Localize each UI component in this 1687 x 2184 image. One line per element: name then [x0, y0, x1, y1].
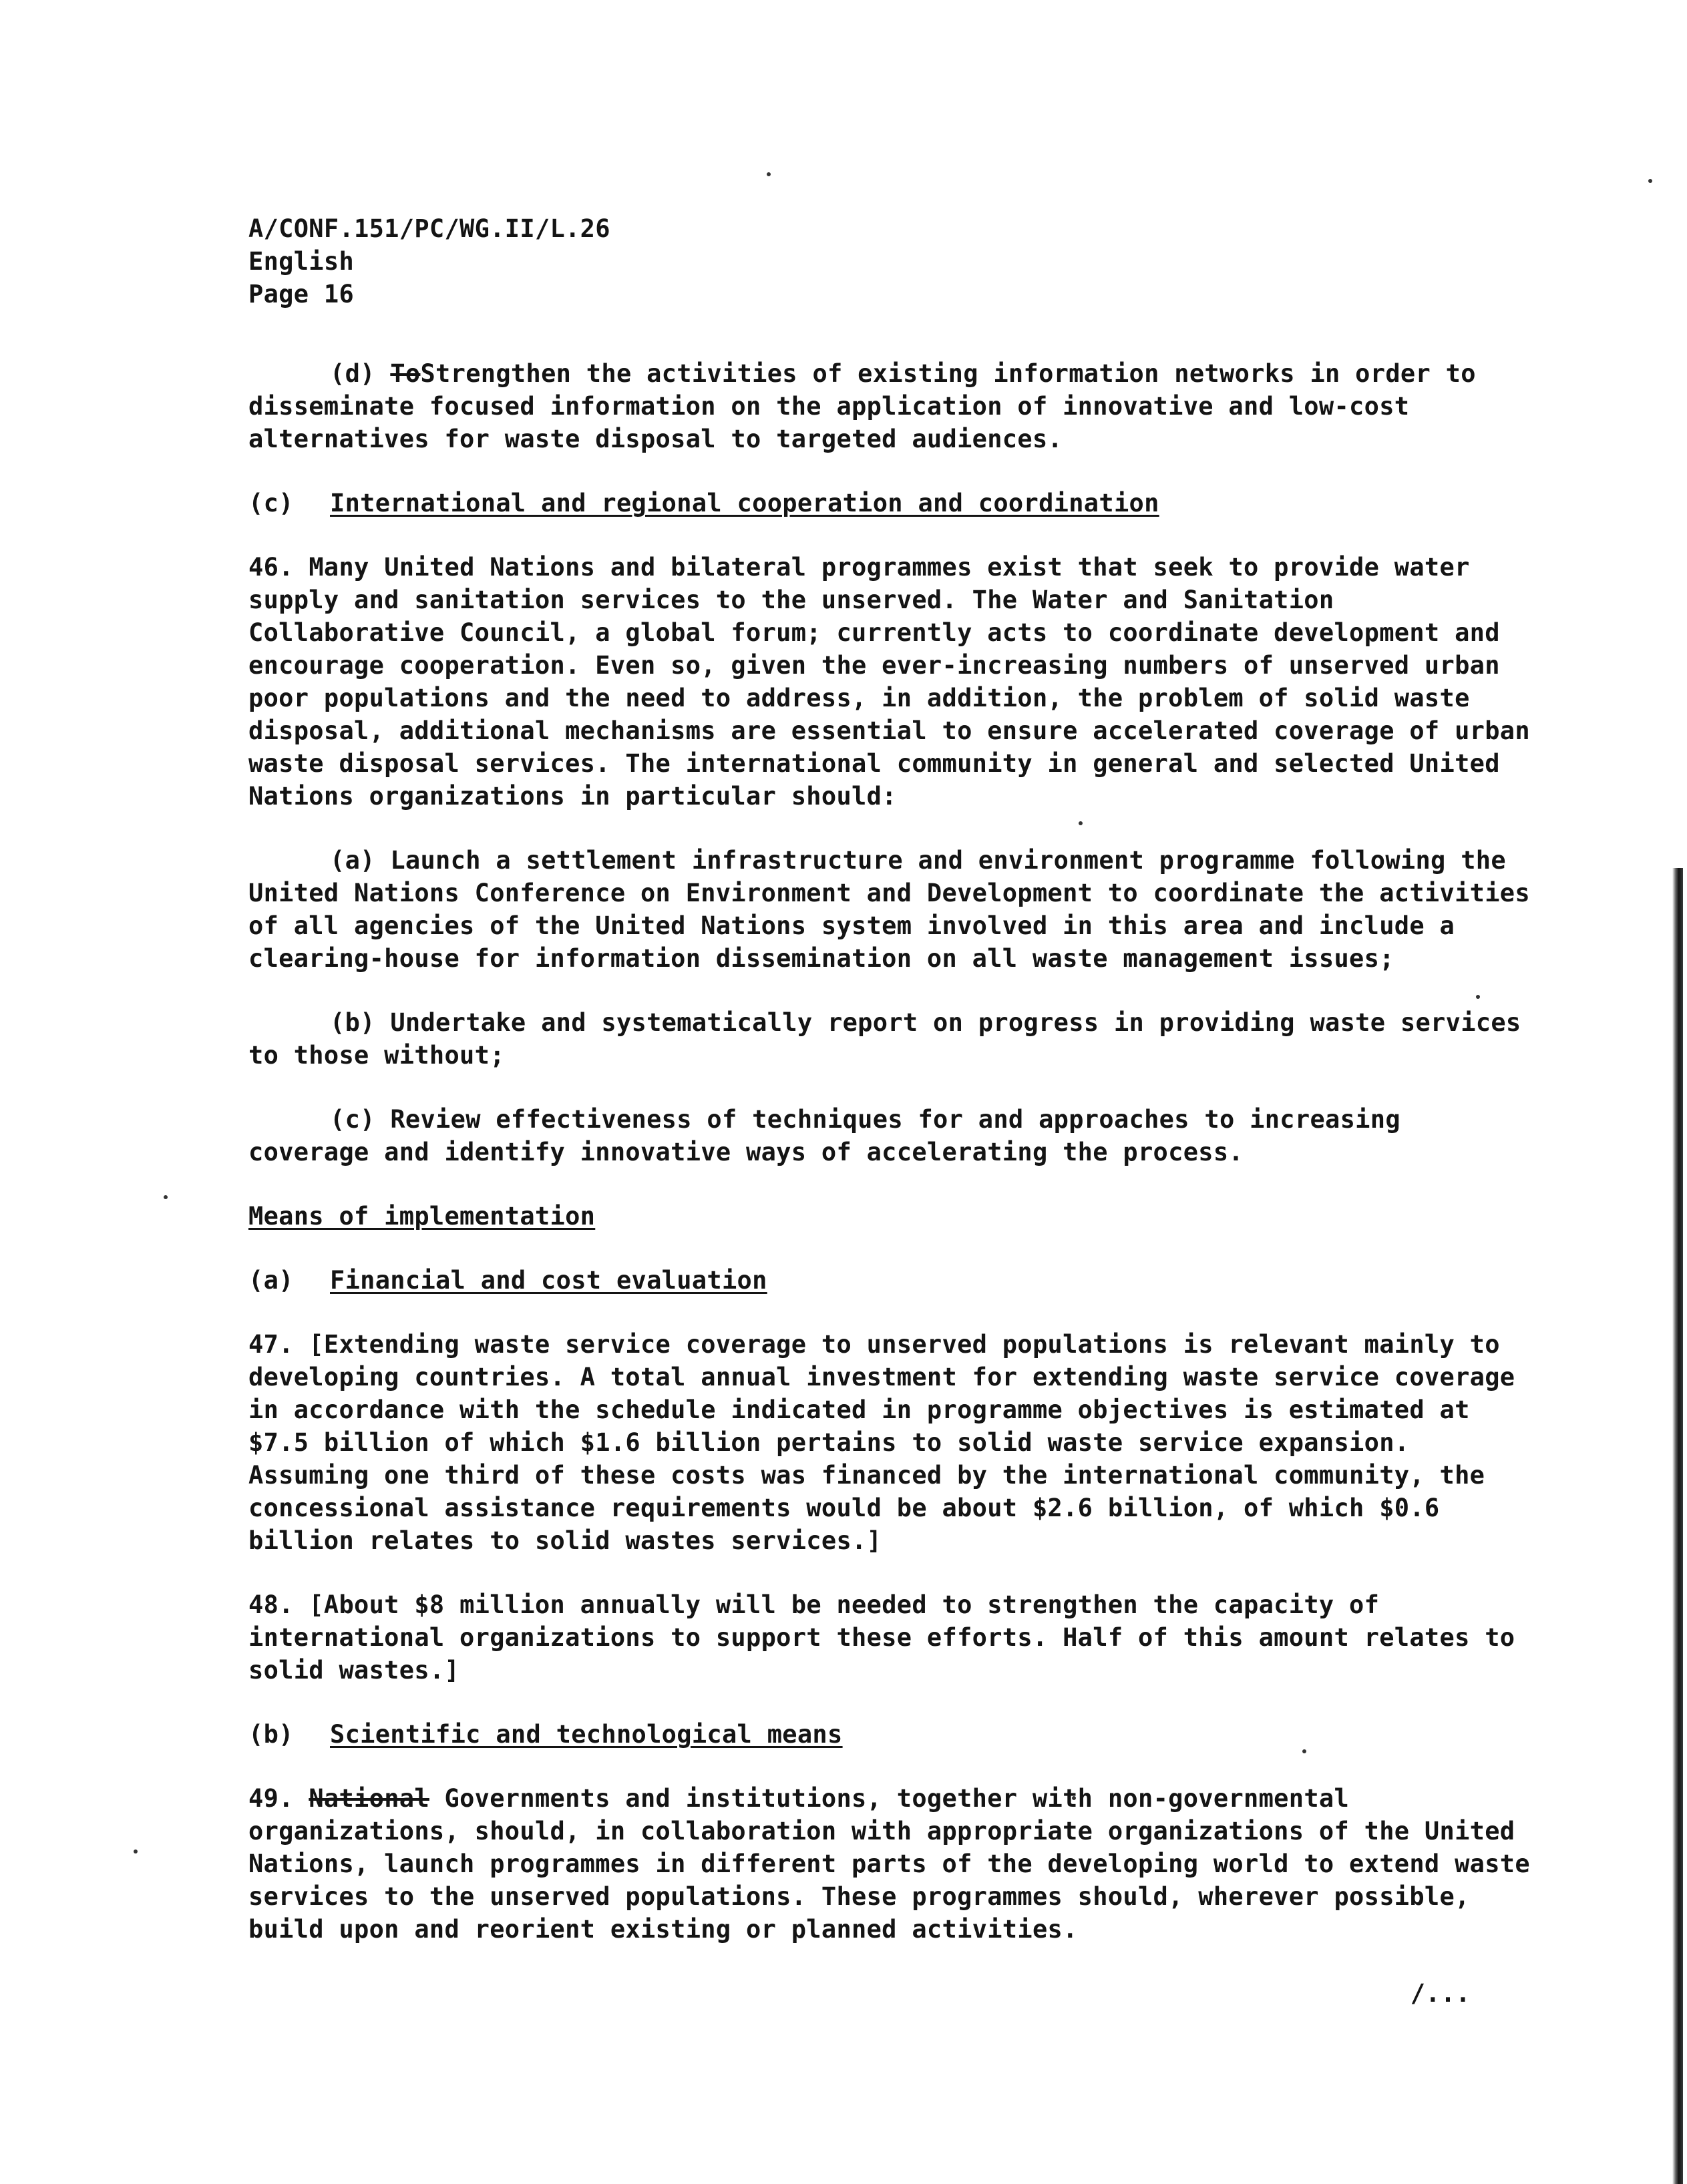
- list-item: [248, 844, 1531, 975]
- section-heading-b: [248, 1718, 1531, 1751]
- item-label: (b): [330, 1008, 375, 1037]
- item-text: Undertake and systematically report on progress in providing waste services to those without;: [248, 1008, 1521, 1070]
- struck-word: To: [390, 359, 421, 388]
- section-label: (b): [248, 1720, 294, 1749]
- paragraph-46: [248, 551, 1531, 813]
- means-heading: [248, 1200, 1531, 1233]
- paragraph-text: Governments and institutions, together with non-governmental organizations, should, in collaboration with appropriate organizations of the United Nations, launch programmes in different parts of the developing world to extend waste services to the unserved populations. These programmes should, wherever possible, build upon and reorient existing or planned activities.: [248, 1784, 1530, 1944]
- document-symbol: A/CONF.151/PC/WG.II/L.26: [248, 214, 610, 243]
- scan-speck: [767, 172, 771, 176]
- document-language: English: [248, 247, 355, 276]
- item-text: Launch a settlement infrastructure and environment programme following the United Nations Conference on Environment and Development to coordinate the activities of all agencies of the United Nations system involved in this area and include a clearing-house for information dissemination on all waste management issues;: [248, 846, 1530, 973]
- paragraph-text: trengthen the activities of existing information networks in order to disseminate focused information on the application of innovative and low-cost alternatives for waste disposal to targeted audiences.: [248, 359, 1476, 453]
- section-label: (a): [248, 1266, 294, 1295]
- paragraph-47: [248, 1328, 1531, 1557]
- item-label: (d): [330, 359, 375, 388]
- scan-speck: [134, 1849, 138, 1853]
- handwritten-initial: S: [420, 359, 436, 388]
- paragraph-48: [248, 1588, 1531, 1687]
- page-number: Page 16: [248, 280, 355, 308]
- section-title: Scientific and technological means: [330, 1720, 843, 1749]
- item-label: (a): [330, 846, 375, 875]
- document-page: [248, 212, 1531, 2010]
- scan-edge-shadow: [1672, 868, 1683, 2184]
- paragraph-d: [248, 357, 1531, 455]
- document-header: [248, 212, 1531, 310]
- continuation-mark: /...: [1410, 1979, 1471, 2008]
- paragraph-number: 46.: [248, 553, 294, 582]
- section-heading-a: [248, 1264, 1531, 1297]
- struck-word: National: [309, 1784, 429, 1813]
- paragraph-number: 48.: [248, 1590, 294, 1619]
- section-title: International and regional cooperation and coordination: [330, 489, 1159, 517]
- section-title: Financial and cost evaluation: [330, 1266, 767, 1295]
- list-item: [248, 1006, 1531, 1072]
- paragraph-number: 47.: [248, 1330, 294, 1359]
- scan-speck: [1648, 179, 1652, 183]
- item-text: Review effectiveness of techniques for and approaches to increasing coverage and identify innovative ways of accelerating the process.: [248, 1105, 1400, 1166]
- section-label: (c): [248, 489, 294, 517]
- list-item: [248, 1103, 1531, 1168]
- paragraph-text: [About $8 million annually will be needed to strengthen the capacity of international organizations to support these efforts. Half of this amount relates to solid wastes.]: [248, 1590, 1515, 1685]
- scan-speck: [164, 1195, 168, 1199]
- means-heading-text: Means of implementation: [248, 1202, 596, 1231]
- paragraph-49: [248, 1782, 1531, 1946]
- paragraph-number: 49.: [248, 1784, 294, 1813]
- paragraph-text: [Extending waste service coverage to unserved populations is relevant mainly to developing countries. A total annual investment for extending waste service coverage in accordance with the schedule indicated in programme objectives is estimated at $7.5 billion of which $1.6 billion pertains to solid waste service expansion. Assuming one third of these costs was financed by the international community, the concessional assistance requirements would be about $2.6 billion, of which $0.6 billion relates to solid wastes services.]: [248, 1330, 1515, 1555]
- section-heading-c: [248, 487, 1531, 519]
- item-label: (c): [330, 1105, 375, 1134]
- paragraph-text: Many United Nations and bilateral programmes exist that seek to provide water supply and sanitation services to the unserved. The Water and Sanitation Collaborative Council, a global forum; currently acts to coordinate development and encourage cooperation. Even so, given the ever-increasing numbers of unserved urban poor populations and the need to address, in addition, the problem of solid waste disposal, additional mechanisms are essential to ensure accelerated coverage of urban waste disposal services. The international community in general and selected United Nations organizations in particular should:: [248, 553, 1530, 811]
